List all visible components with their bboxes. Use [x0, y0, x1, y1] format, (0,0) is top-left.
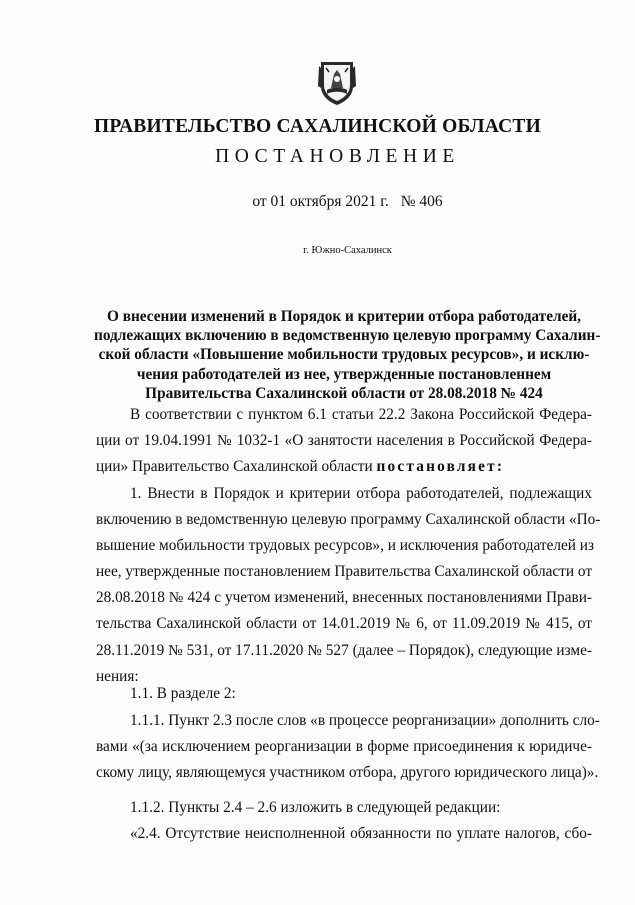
paragraph-line: нее, утвержденные постановлением Правительства Сахалинской области от: [96, 563, 592, 581]
paragraph-line: «2.4. Отсутствие неисполненной обязанности по уплате налогов, сбо-: [130, 825, 592, 842]
paragraph-line: [96, 454, 592, 480]
heading-line: чения работодателей из нее, утвержденные постановленнем: [136, 365, 552, 383]
item-1-1-2-paragraph: [96, 795, 592, 821]
preamble-text: ции» Правительство Сахалинской области: [96, 458, 377, 476]
document-city: г. Южно-Сахалинск: [303, 245, 392, 256]
document-date: от 01 октября 2021 г.: [252, 193, 389, 210]
item-1-1-paragraph: [96, 681, 592, 707]
item-1-1-1-paragraph: [96, 708, 600, 786]
document-date-line: [0, 193, 635, 211]
heading-line: ской области «Повышение мобильности трудовых ресурсов», и исклю-: [98, 346, 590, 364]
paragraph-line: скому лицу, являющемуся участником отбора, другого юридического лица)».: [96, 764, 599, 782]
heading-line: О внесении изменений в Порядок и критерии отбора работодателей,: [106, 308, 581, 325]
paragraph-line: 28.08.2018 № 424 с учетом изменений, внесенных постановлениями Прави-: [96, 589, 592, 607]
government-name: ПРАВИТЕЛЬСТВО САХАЛИНСКОЙ ОБЛАСТИ: [94, 116, 541, 137]
document-heading: [94, 307, 601, 403]
heading-line: подлежащих включению в ведомственную целевую программу Сахалин-: [94, 327, 601, 345]
paragraph-line: В соответствии с пунктом 6.1 статьи 22.2 Закона Российской Федера-: [130, 406, 592, 423]
paragraph-line: тельства Сахалинской области от 14.01.2019 № 6, от 11.09.2019 № 415, от: [96, 615, 592, 633]
item-1-paragraph: [96, 481, 601, 690]
item-2-4-paragraph: [96, 821, 592, 847]
paragraph-line: ции от 19.04.1991 № 1032-1 «О занятости населения в Российской Федера-: [96, 432, 592, 450]
paragraph-line: 1.1.2. Пункты 2.4 – 2.6 изложить в следующей редакции:: [130, 799, 501, 816]
paragraph-line: нения:: [96, 667, 139, 685]
heading-line: Правительства Сахалинской области от 28.08.2018 № 424: [145, 384, 543, 402]
paragraph-line: вышение мобильности трудовых ресурсов», и исключения работодателей из: [96, 537, 595, 555]
paragraph-line: 1.1.1. Пункт 2.3 после слов «в процессе реорганизации» дополнить сло-: [130, 712, 600, 729]
resolves-keyword: постановляет:: [376, 458, 505, 476]
paragraph-line: вами «(за исключением реорганизации в форме присоединения к юридиче-: [96, 738, 592, 756]
preamble-paragraph: [96, 402, 592, 480]
document-type: ПОСТАНОВЛЕНИЕ: [215, 146, 460, 167]
paragraph-line: 28.11.2019 № 531, от 17.11.2020 № 527 (далее – Порядок), следующие изме-: [96, 641, 592, 659]
paragraph-line: 1.1. В разделе 2:: [130, 685, 236, 702]
emblem-icon: [317, 60, 357, 106]
document-number: № 406: [400, 193, 443, 210]
coat-of-arms-emblem: [317, 60, 357, 106]
paragraph-line: включению в ведомственную целевую программу Сахалинской области «По-: [96, 511, 601, 529]
paragraph-line: 1. Внести в Порядок и критерии отбора работодателей, подлежащих: [130, 485, 592, 502]
